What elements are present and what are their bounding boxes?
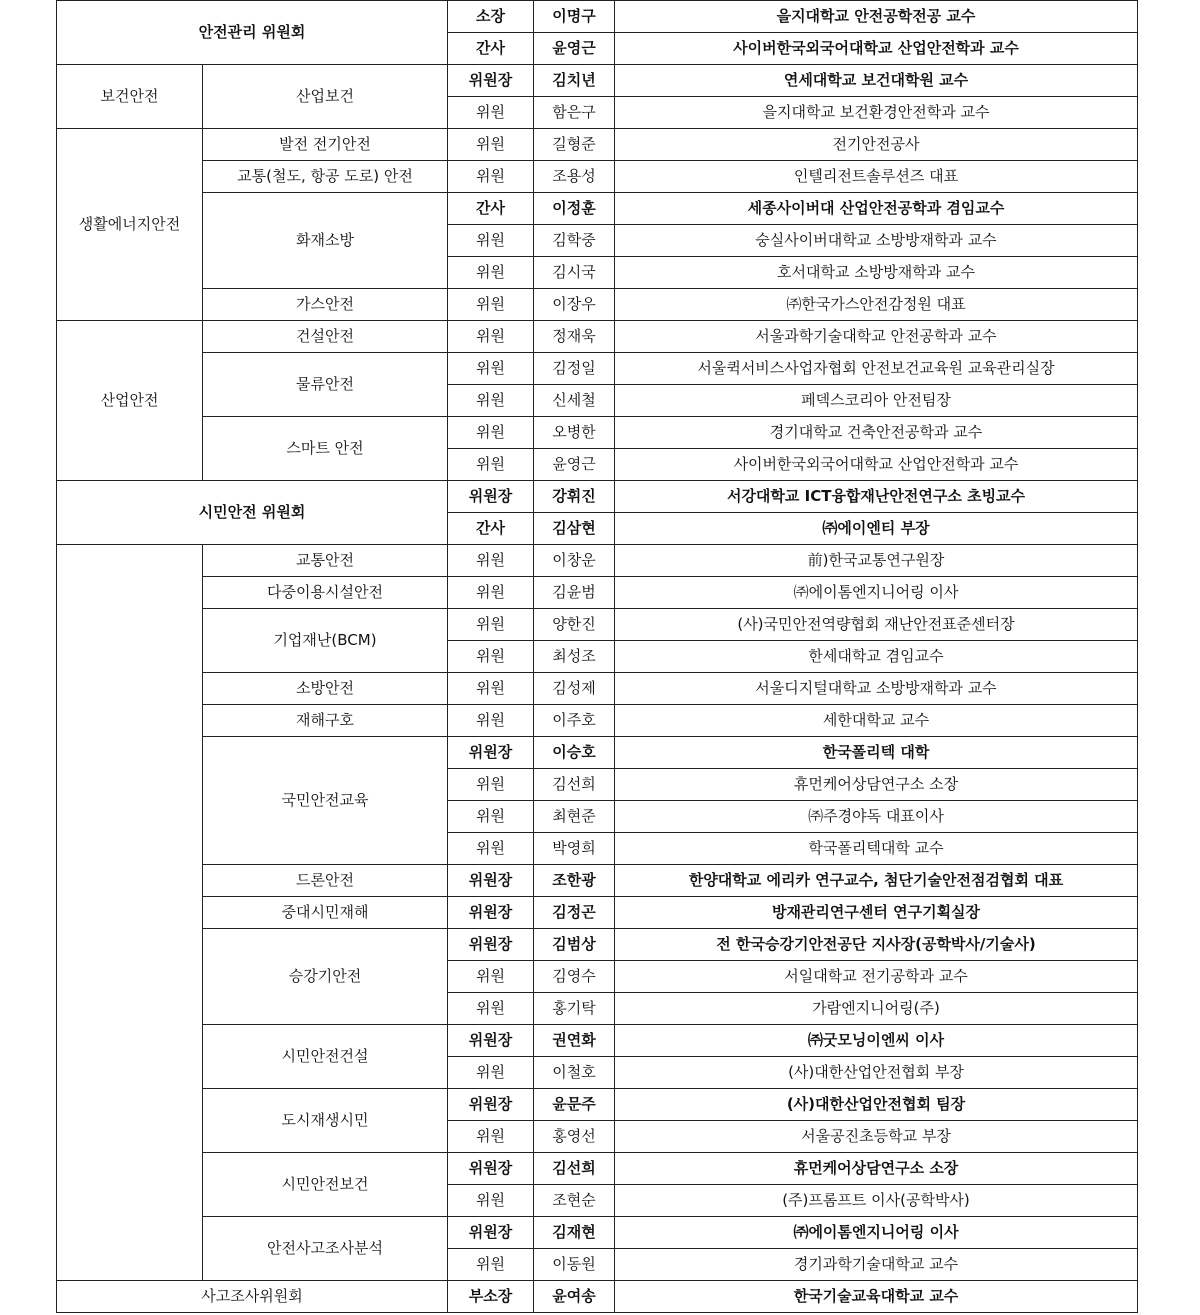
member-name: 함은구 bbox=[534, 97, 615, 129]
member-name: 윤영근 bbox=[534, 33, 615, 65]
member-affiliation: 사이버한국외국어대학교 산업안전학과 교수 bbox=[615, 449, 1138, 481]
table-row bbox=[57, 1153, 1138, 1185]
member-name: 김치년 bbox=[534, 65, 615, 97]
member-role: 위원 bbox=[448, 1057, 534, 1089]
member-role: 위원 bbox=[448, 129, 534, 161]
subcategory-label: 재해구호 bbox=[203, 705, 448, 737]
member-role: 위원 bbox=[448, 993, 534, 1025]
subcategory-label: 교통(철도, 항공 도로) 안전 bbox=[203, 161, 448, 193]
member-role: 위원장 bbox=[448, 481, 534, 513]
member-role: 위원 bbox=[448, 609, 534, 641]
member-name: 홍영선 bbox=[534, 1121, 615, 1153]
member-role: 위원 bbox=[448, 705, 534, 737]
table-row bbox=[57, 1089, 1138, 1121]
table-row bbox=[57, 193, 1138, 225]
member-role: 위원장 bbox=[448, 1153, 534, 1185]
table-row bbox=[57, 737, 1138, 769]
member-affiliation: 세종사이버대 산업안전공학과 겸임교수 bbox=[615, 193, 1138, 225]
member-role: 위원 bbox=[448, 225, 534, 257]
subcategory-label: 스마트 안전 bbox=[203, 417, 448, 481]
category-label: 생활에너지안전 bbox=[57, 129, 203, 321]
table-row bbox=[57, 865, 1138, 897]
member-name: 조용성 bbox=[534, 161, 615, 193]
member-role: 위원 bbox=[448, 449, 534, 481]
member-name: 윤여송 bbox=[534, 1281, 615, 1313]
member-affiliation: 한국폴리텍 대학 bbox=[615, 737, 1138, 769]
member-role: 소장 bbox=[448, 1, 534, 33]
table-row bbox=[57, 577, 1138, 609]
member-name: 김재현 bbox=[534, 1217, 615, 1249]
committee-section-label: 시민안전 위원회 bbox=[57, 481, 448, 545]
member-role: 위원 bbox=[448, 257, 534, 289]
member-affiliation: 호서대학교 소방방재학과 교수 bbox=[615, 257, 1138, 289]
subcategory-label: 승강기안전 bbox=[203, 929, 448, 1025]
member-name: 이철호 bbox=[534, 1057, 615, 1089]
member-name: 김윤범 bbox=[534, 577, 615, 609]
member-affiliation: (사)대한산업안전협회 부장 bbox=[615, 1057, 1138, 1089]
table-row bbox=[57, 417, 1138, 449]
member-name: 김성제 bbox=[534, 673, 615, 705]
member-name: 이동원 bbox=[534, 1249, 615, 1281]
member-name: 홍기탁 bbox=[534, 993, 615, 1025]
committee-roster-table bbox=[56, 0, 1138, 1313]
member-name: 양한진 bbox=[534, 609, 615, 641]
category-label: 보건안전 bbox=[57, 65, 203, 129]
member-name: 조현순 bbox=[534, 1185, 615, 1217]
member-role: 위원 bbox=[448, 385, 534, 417]
member-name: 정재욱 bbox=[534, 321, 615, 353]
subcategory-label: 발전 전기안전 bbox=[203, 129, 448, 161]
member-affiliation: ㈜에이엔티 부장 bbox=[615, 513, 1138, 545]
member-role: 위원장 bbox=[448, 865, 534, 897]
table-row bbox=[57, 161, 1138, 193]
member-name: 권연화 bbox=[534, 1025, 615, 1057]
table-row bbox=[57, 1281, 1138, 1313]
member-affiliation: 페덱스코리아 안전팀장 bbox=[615, 385, 1138, 417]
subcategory-label: 드론안전 bbox=[203, 865, 448, 897]
member-role: 위원 bbox=[448, 289, 534, 321]
member-name: 김영수 bbox=[534, 961, 615, 993]
member-role: 위원 bbox=[448, 961, 534, 993]
table-row bbox=[57, 65, 1138, 97]
member-name: 신세철 bbox=[534, 385, 615, 417]
member-name: 김정곤 bbox=[534, 897, 615, 929]
member-role: 위원 bbox=[448, 353, 534, 385]
member-role: 위원 bbox=[448, 321, 534, 353]
member-affiliation: ㈜주경야독 대표이사 bbox=[615, 801, 1138, 833]
table-row bbox=[57, 289, 1138, 321]
table-row bbox=[57, 1025, 1138, 1057]
subcategory-label: 기업재난(BCM) bbox=[203, 609, 448, 673]
member-affiliation: 휴먼케어상담연구소 소장 bbox=[615, 1153, 1138, 1185]
category-label: 산업안전 bbox=[57, 321, 203, 481]
subcategory-label: 교통안전 bbox=[203, 545, 448, 577]
member-affiliation: 휴먼케어상담연구소 소장 bbox=[615, 769, 1138, 801]
member-affiliation: 서강대학교 ICT융합재난안전연구소 초빙교수 bbox=[615, 481, 1138, 513]
member-role: 위원 bbox=[448, 161, 534, 193]
member-affiliation: 경기대학교 건축안전공학과 교수 bbox=[615, 417, 1138, 449]
member-name: 김학중 bbox=[534, 225, 615, 257]
member-name: 강휘진 bbox=[534, 481, 615, 513]
member-affiliation: 한국기술교육대학교 교수 bbox=[615, 1281, 1138, 1313]
member-affiliation: 가람엔지니어링(주) bbox=[615, 993, 1138, 1025]
member-role: 위원 bbox=[448, 1185, 534, 1217]
member-affiliation: 사이버한국외국어대학교 산업안전학과 교수 bbox=[615, 33, 1138, 65]
member-name: 이승호 bbox=[534, 737, 615, 769]
member-role: 위원 bbox=[448, 417, 534, 449]
member-affiliation: 을지대학교 보건환경안전학과 교수 bbox=[615, 97, 1138, 129]
member-role: 부소장 bbox=[448, 1281, 534, 1313]
subcategory-label: 소방안전 bbox=[203, 673, 448, 705]
member-affiliation: 경기과학기술대학교 교수 bbox=[615, 1249, 1138, 1281]
table-row bbox=[57, 705, 1138, 737]
member-affiliation: ㈜에이톰엔지니어링 이사 bbox=[615, 577, 1138, 609]
member-affiliation: 인텔리전트솔루션즈 대표 bbox=[615, 161, 1138, 193]
member-role: 위원 bbox=[448, 769, 534, 801]
member-affiliation: 세한대학교 교수 bbox=[615, 705, 1138, 737]
member-name: 최현준 bbox=[534, 801, 615, 833]
member-role: 위원장 bbox=[448, 1217, 534, 1249]
member-name: 김삼현 bbox=[534, 513, 615, 545]
committee-section-label: 사고조사위원회 bbox=[57, 1281, 448, 1313]
member-affiliation: 한양대학교 에리카 연구교수, 첨단기술안전점검협회 대표 bbox=[615, 865, 1138, 897]
subcategory-label: 시민안전보건 bbox=[203, 1153, 448, 1217]
member-name: 이주호 bbox=[534, 705, 615, 737]
subcategory-label: 중대시민재해 bbox=[203, 897, 448, 929]
table-row bbox=[57, 353, 1138, 385]
roster-body bbox=[57, 1, 1138, 1313]
member-role: 위원장 bbox=[448, 1089, 534, 1121]
member-role: 위원장 bbox=[448, 1025, 534, 1057]
member-name: 윤문주 bbox=[534, 1089, 615, 1121]
member-affiliation: 숭실사이버대학교 소방방재학과 교수 bbox=[615, 225, 1138, 257]
member-name: 이장우 bbox=[534, 289, 615, 321]
table-row bbox=[57, 897, 1138, 929]
table-row bbox=[57, 481, 1138, 513]
member-role: 위원 bbox=[448, 1121, 534, 1153]
member-affiliation: 서울퀵서비스사업자협회 안전보건교육원 교육관리실장 bbox=[615, 353, 1138, 385]
member-name: 김선희 bbox=[534, 769, 615, 801]
member-affiliation: 前)한국교통연구원장 bbox=[615, 545, 1138, 577]
table-row bbox=[57, 929, 1138, 961]
member-name: 김시국 bbox=[534, 257, 615, 289]
member-name: 김정일 bbox=[534, 353, 615, 385]
table-row bbox=[57, 545, 1138, 577]
member-affiliation: ㈜에이톰엔지니어링 이사 bbox=[615, 1217, 1138, 1249]
table-row bbox=[57, 129, 1138, 161]
member-role: 위원장 bbox=[448, 737, 534, 769]
subcategory-label: 도시재생시민 bbox=[203, 1089, 448, 1153]
member-name: 이정훈 bbox=[534, 193, 615, 225]
member-affiliation: ㈜한국가스안전감정원 대표 bbox=[615, 289, 1138, 321]
member-name: 최성조 bbox=[534, 641, 615, 673]
subcategory-label: 가스안전 bbox=[203, 289, 448, 321]
member-role: 위원장 bbox=[448, 897, 534, 929]
category-label bbox=[57, 545, 203, 1281]
table-row bbox=[57, 1, 1138, 33]
member-affiliation: 방재관리연구센터 연구기획실장 bbox=[615, 897, 1138, 929]
member-name: 김범상 bbox=[534, 929, 615, 961]
member-role: 위원 bbox=[448, 673, 534, 705]
member-affiliation: (사)대한산업안전협회 팀장 bbox=[615, 1089, 1138, 1121]
subcategory-label: 산업보건 bbox=[203, 65, 448, 129]
member-role: 위원 bbox=[448, 1249, 534, 1281]
member-affiliation: 전기안전공사 bbox=[615, 129, 1138, 161]
member-name: 윤영근 bbox=[534, 449, 615, 481]
member-affiliation: 연세대학교 보건대학원 교수 bbox=[615, 65, 1138, 97]
member-role: 위원장 bbox=[448, 929, 534, 961]
table-row bbox=[57, 1217, 1138, 1249]
subcategory-label: 국민안전교육 bbox=[203, 737, 448, 865]
table-row bbox=[57, 321, 1138, 353]
member-affiliation: 학국폴리텍대학 교수 bbox=[615, 833, 1138, 865]
member-role: 위원 bbox=[448, 833, 534, 865]
member-role: 위원 bbox=[448, 97, 534, 129]
subcategory-label: 다중이용시설안전 bbox=[203, 577, 448, 609]
member-name: 길형준 bbox=[534, 129, 615, 161]
table-row bbox=[57, 609, 1138, 641]
committee-section-label: 안전관리 위원회 bbox=[57, 1, 448, 65]
member-affiliation: 전 한국승강기안전공단 지사장(공학박사/기술사) bbox=[615, 929, 1138, 961]
member-role: 간사 bbox=[448, 193, 534, 225]
member-name: 이창운 bbox=[534, 545, 615, 577]
member-role: 간사 bbox=[448, 33, 534, 65]
member-name: 김선희 bbox=[534, 1153, 615, 1185]
member-name: 이명구 bbox=[534, 1, 615, 33]
subcategory-label: 물류안전 bbox=[203, 353, 448, 417]
member-affiliation: 서울디지털대학교 소방방재학과 교수 bbox=[615, 673, 1138, 705]
member-role: 위원 bbox=[448, 577, 534, 609]
member-role: 위원 bbox=[448, 545, 534, 577]
member-role: 간사 bbox=[448, 513, 534, 545]
subcategory-label: 화재소방 bbox=[203, 193, 448, 289]
member-affiliation: 서울공진초등학교 부장 bbox=[615, 1121, 1138, 1153]
subcategory-label: 건설안전 bbox=[203, 321, 448, 353]
member-affiliation: (사)국민안전역량협회 재난안전표준센터장 bbox=[615, 609, 1138, 641]
subcategory-label: 안전사고조사분석 bbox=[203, 1217, 448, 1281]
member-affiliation: 서일대학교 전기공학과 교수 bbox=[615, 961, 1138, 993]
member-affiliation: 을지대학교 안전공학전공 교수 bbox=[615, 1, 1138, 33]
member-name: 박영희 bbox=[534, 833, 615, 865]
subcategory-label: 시민안전건설 bbox=[203, 1025, 448, 1089]
table-row bbox=[57, 673, 1138, 705]
member-affiliation: 서울과학기술대학교 안전공학과 교수 bbox=[615, 321, 1138, 353]
member-role: 위원 bbox=[448, 801, 534, 833]
member-role: 위원 bbox=[448, 641, 534, 673]
member-name: 오병한 bbox=[534, 417, 615, 449]
member-role: 위원장 bbox=[448, 65, 534, 97]
member-affiliation: (주)프롬프트 이사(공학박사) bbox=[615, 1185, 1138, 1217]
member-affiliation: 한세대학교 겸임교수 bbox=[615, 641, 1138, 673]
member-name: 조한광 bbox=[534, 865, 615, 897]
member-affiliation: ㈜굿모닝이엔씨 이사 bbox=[615, 1025, 1138, 1057]
